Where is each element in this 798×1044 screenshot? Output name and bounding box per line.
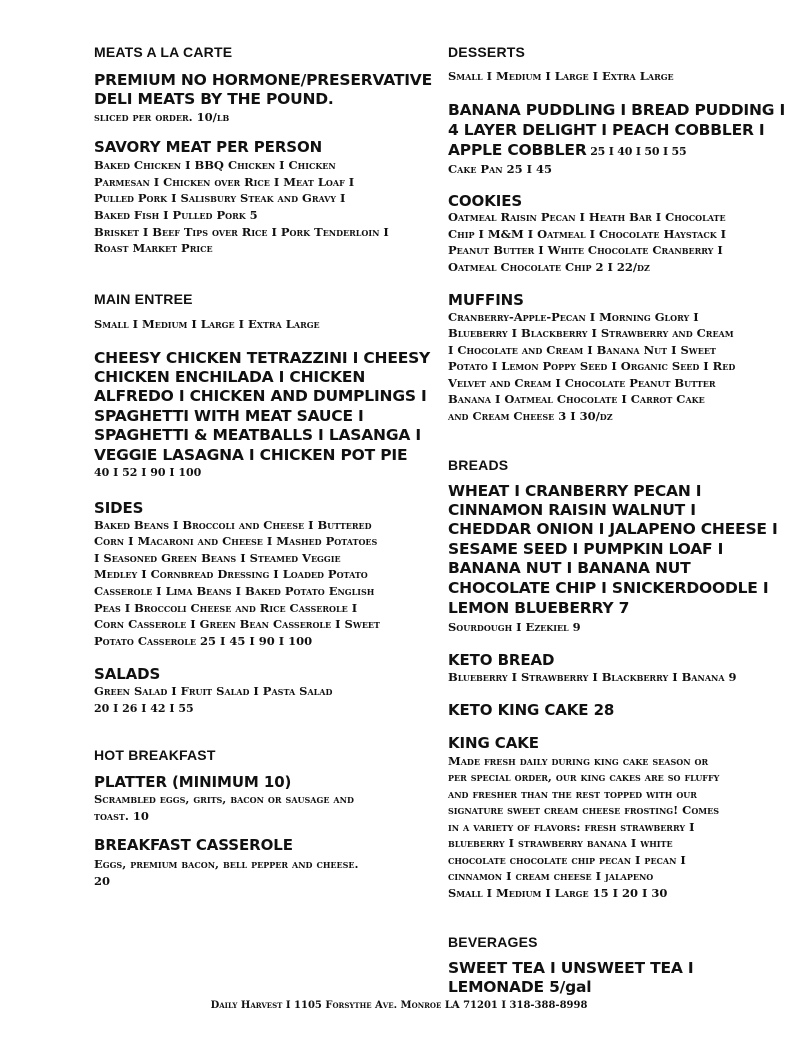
desserts-line: 4 LAYER DELIGHT I PEACH COBBLER I [448,121,765,139]
cookies-line: Oatmeal Chocolate Chip 2 I 22/dz [448,260,650,274]
salads-prices: 20 I 26 I 42 I 55 [94,702,194,715]
sides-line: Corn Casserole I Green Bean Casserole I Sweet [94,617,380,631]
breakfast-casserole-title: BREAKFAST CASSEROLE [94,836,293,854]
cake-pan-line: Cake Pan 25 I 45 [448,162,552,176]
casserole-line: Eggs, premium bacon, bell pepper and cheese. [94,857,359,871]
meats-note: sliced per order. 10/lb [94,110,230,124]
main-entree-line: CHICKEN ENCHILADA I CHICKEN [94,368,366,386]
main-entree-title: MAIN ENTREE [94,291,193,307]
main-entree-line: SPAGHETTI WITH MEAT SAUCE I [94,407,364,425]
cookies-line: Chip I M&M I Oatmeal I Chocolate Haystack I [448,227,727,241]
savory-line: Baked Chicken I BBQ Chicken I Chicken [94,158,336,172]
cookies-line: Oatmeal Raisin Pecan I Heath Bar I Chocolate [448,210,726,224]
beverages-title: BEVERAGES [448,934,538,950]
sides-line: Potato Casserole 25 I 45 I 90 I 100 [94,634,313,648]
king-cake-line: and fresher than the rest topped with our [448,787,697,801]
main-entree-line: VEGGIE LASAGNA I CHICKEN POT PIE [94,446,408,464]
sides-title: SIDES [94,499,144,517]
salads-title: SALADS [94,665,161,683]
breads-line: BANANA NUT I BANANA NUT [448,559,691,577]
apple-cobbler-label: APPLE COBBLER [448,141,587,159]
king-cake-line: in a variety of flavors: fresh strawberry I [448,820,695,834]
savory-line: Brisket I Beef Tips over Rice I Pork Tenderloin I [94,225,389,239]
keto-bread-title: KETO BREAD [448,651,555,669]
breads-title: BREADS [448,457,509,473]
salads-line: Green Salad I Fruit Salad I Pasta Salad [94,684,333,698]
king-cake-line: cinnamon I cream cheese I jalapeno [448,869,654,883]
muffins-line: Cranberry-Apple-Pecan I Morning Glory I [448,310,699,324]
breads-line: CHEDDAR ONION I JALAPENO CHEESE I [448,520,778,538]
savory-line: Baked Fish I Pulled Pork 5 [94,208,258,222]
king-cake-line: chocolate chocolate chip pecan I pecan I [448,853,686,867]
king-cake-line: Made fresh daily during king cake season or [448,754,709,768]
breads-line: LEMON BLUEBERRY 7 [448,599,630,617]
breads-line: SESAME SEED I PUMPKIN LOAF I [448,540,724,558]
breads-line: WHEAT I CRANBERRY PECAN I [448,482,702,500]
meats-line: DELI MEATS BY THE POUND. [94,90,334,108]
beverages-line: SWEET TEA I UNSWEET TEA I [448,959,694,977]
king-cake-line: per special order, our king cakes are so fluffy [448,770,720,784]
breads-line: CHOCOLATE CHIP I SNICKERDOODLE I [448,579,769,597]
muffins-title: MUFFINS [448,291,524,309]
sides-line: Medley I Cornbread Dressing I Loaded Potato [94,567,368,581]
keto-bread-line: Blueberry I Strawberry I Blackberry I Banana 9 [448,670,737,684]
savory-meat-title: SAVORY MEAT PER PERSON [94,138,323,156]
king-cake-line: blueberry I strawberry banana I white [448,836,673,850]
muffins-line: and Cream Cheese 3 I 30/dz [448,409,613,423]
casserole-line: 20 [94,874,111,888]
sides-line: I Seasoned Green Beans I Steamed Veggie [94,551,341,565]
keto-king-cake-title: KETO KING CAKE 28 [448,701,615,719]
main-entree-line: SPAGHETTI & MEATBALLS I LASANGA I [94,426,421,444]
desserts-sizes: Small I Medium I Large I Extra Large [448,69,674,83]
muffins-line: Banana I Oatmeal Chocolate I Carrot Cake [448,392,705,406]
savory-line: Parmesan I Chicken over Rice I Meat Loaf I [94,175,355,189]
muffins-line: I Chocolate and Cream I Banana Nut I Sweet [448,343,716,357]
king-cake-line: Small I Medium I Large 15 I 20 I 30 [448,886,668,900]
muffins-line: Potato I Lemon Poppy Seed I Organic Seed I Red [448,359,736,373]
platter-title: PLATTER (MINIMUM 10) [94,773,292,791]
main-entree-sizes: Small I Medium I Large I Extra Large [94,317,320,331]
savory-line: Roast Market Price [94,241,213,255]
cookies-title: COOKIES [448,192,523,210]
muffins-line: Blueberry I Blackberry I Strawberry and Cream [448,326,734,340]
king-cake-title: KING CAKE [448,734,539,752]
sides-line: Baked Beans I Broccoli and Cheese I Buttered [94,518,372,532]
king-cake-line: signature sweet cream cheese frosting! Comes [448,803,720,817]
savory-line: Pulled Pork I Salisbury Steak and Gravy I [94,191,346,205]
breads-line: CINNAMON RAISIN WALNUT I [448,501,696,519]
main-entree-line: CHEESY CHICKEN TETRAZZINI I CHEESY [94,349,431,367]
muffins-line: Velvet and Cream I Chocolate Peanut Butter [448,376,716,390]
sides-line: Peas I Broccoli Cheese and Rice Casserole I [94,601,358,615]
sides-line: Corn I Macaroni and Cheese I Mashed Potatoes [94,534,378,548]
sides-line: Casserole I Lima Beans I Baked Potato English [94,584,375,598]
breads-note: Sourdough I Ezekiel 9 [448,620,581,634]
platter-line: Scrambled eggs, grits, bacon or sausage and [94,792,354,806]
apple-cobbler-prices: 25 I 40 I 50 I 55 [586,145,687,158]
hot-breakfast-title: HOT BREAKFAST [94,747,216,763]
main-entree-line: ALFREDO I CHICKEN AND DUMPLINGS I [94,387,427,405]
desserts-line [448,141,686,162]
beverages-line: LEMONADE 5/gal [448,978,592,996]
main-entree-prices: 40 I 52 I 90 I 100 [94,466,202,479]
meats-line: PREMIUM NO HORMONE/PRESERVATIVE [94,71,432,89]
meats-a-la-carte-title: MEATS A LA CARTE [94,44,233,60]
footer-address: Daily Harvest I 1105 Forsythe Ave. Monroe LA 71201 I 318-388-8998 [210,1000,588,1011]
desserts-line: BANANA PUDDLING I BREAD PUDDING I [448,101,786,119]
platter-line: toast. 10 [94,809,149,823]
cookies-line: Peanut Butter I White Chocolate Cranberry I [448,243,723,257]
desserts-title: DESSERTS [448,44,526,60]
